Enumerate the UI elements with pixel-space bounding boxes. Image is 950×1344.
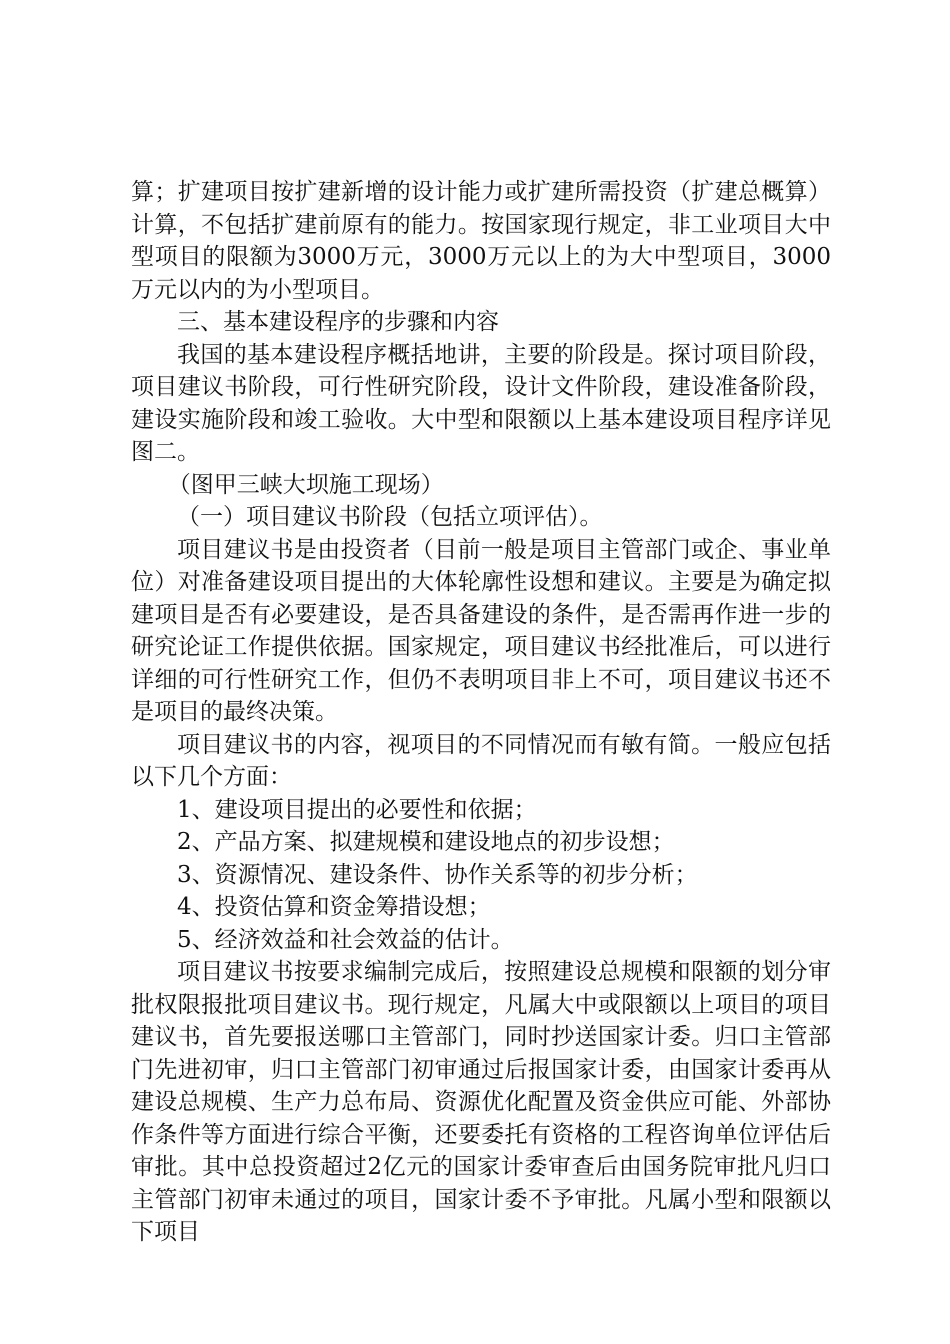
figure-caption: （图甲三峡大坝施工现场） <box>167 471 444 498</box>
list-item: 3、资源情况、建设条件、协作关系等的初步分析； <box>177 861 698 888</box>
paragraph-approval-process: 项目建议书按要求编制完成后，按照建设总规模和限额的划分审批权限报批项目建议书。现行规定，凡属大中或限额以上项目的项目建议书，首先要报送哪口主管部门，同时抄送国家计委。归口主管部门先进初审，归口主管部门初审通过后报国家计委，由国家计委再从建设总规模、生产力总布局、资源优化配置及资金供应可能、外部协作条件等方面进行综合平衡，还要委托有资格的工程咨询单位评估后审批。其中总投资超过2亿元的国家计委审查后由国务院审批凡归口主管部门初审未通过的项目，国家计委不予审批。凡属小型和限额以下项目 <box>131 959 831 1245</box>
paragraph-proposal-definition: 项目建议书是由投资者（目前一般是项目主管部门或企、事业单位）对准备建设项目提出的大体轮廓性设想和建议。主要是为确定拟建项目是否有必要建设，是否具备建设的条件，是否需再作进一步的研究论证工作提供依据。国家规定，项目建议书经批准后，可以进行详细的可行性研究工作，但仍不表明项目非上不可，项目建议书还不是项目的最终决策。 <box>131 536 831 725</box>
list-item: 1、建设项目提出的必要性和依据； <box>177 796 537 823</box>
section-heading: 三、基本建设程序的步骤和内容 <box>177 309 499 335</box>
paragraph-overview: 我国的基本建设程序概括地讲，主要的阶段是。探讨项目阶段，项目建议书阶段，可行性研究阶段，设计文件阶段，建设准备阶段，建设实施阶段和竣工验收。大中型和限额以上基本建设项目程序详见图二。 <box>131 341 831 465</box>
list-item: 5、经济效益和社会效益的估计。 <box>177 926 514 953</box>
list-item: 4、投资估算和资金筹措设想； <box>177 894 491 920</box>
paragraph-proposal-content: 项目建议书的内容，视项目的不同情况而有敏有简。一般应包括以下几个方面： <box>131 731 831 790</box>
document-page <box>131 176 831 1249</box>
subsection-heading: （一）项目建议书阶段（包括立项评估）。 <box>177 504 603 530</box>
list-item: 2、产品方案、拟建规模和建设地点的初步设想； <box>177 829 675 855</box>
paragraph-continuation: 算；扩建项目按扩建新增的设计能力或扩建所需投资（扩建总概算）计算，不包括扩建前原有的能力。按国家现行规定，非工业项目大中型项目的限额为3000万元，3000万元以上的为大中型项目，3000万元以内的为小型项目。 <box>131 179 831 303</box>
